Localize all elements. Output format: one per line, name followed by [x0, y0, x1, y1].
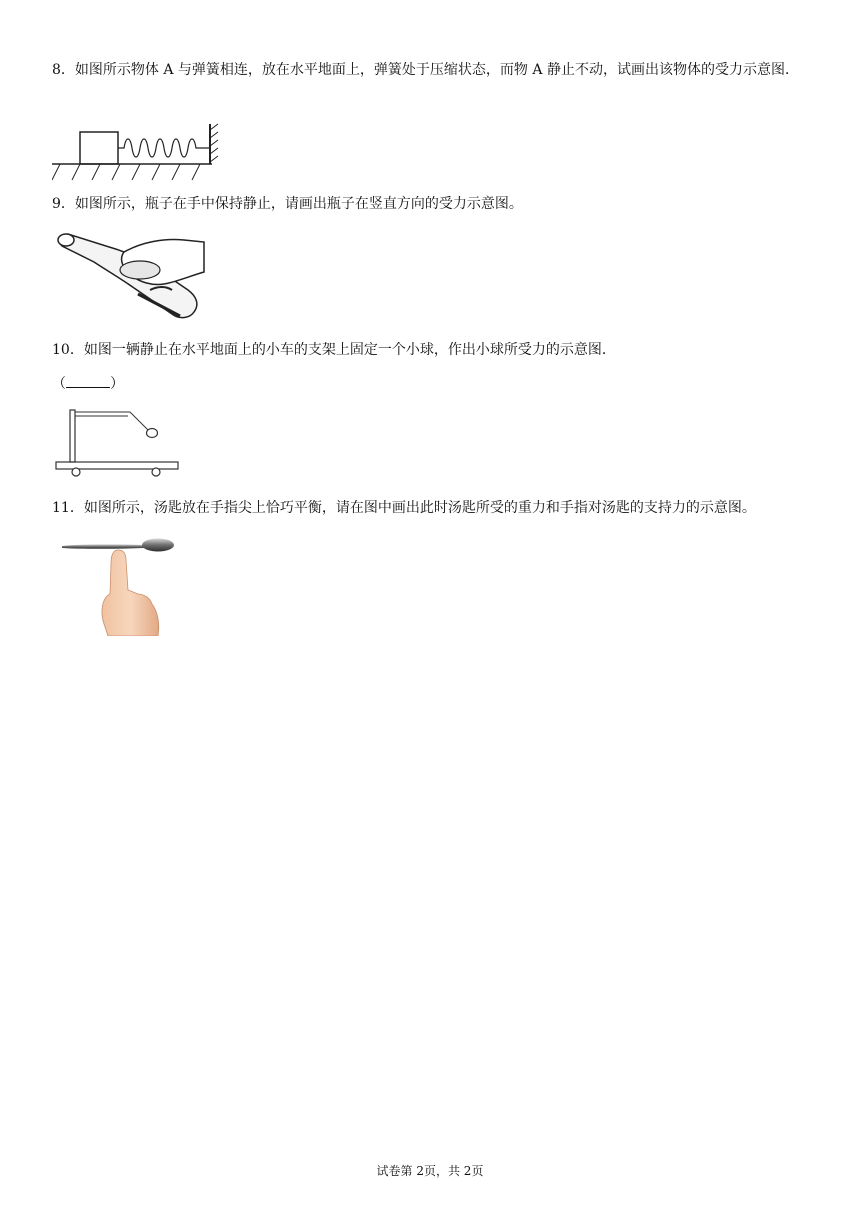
question-number: 9．: [52, 196, 75, 212]
question-text: 如图所示，汤匙放在手指尖上恰巧平衡，请在图中画出此时汤匙所受的重力和手指对汤匙的支持力的示意图。: [83, 500, 756, 516]
bottle-in-hand-figure: [54, 228, 206, 322]
question-text: 如图一辆静止在水平地面上的小车的支架上固定一个小球，作出小球所受力的示意图．: [83, 342, 616, 358]
question-number: 8．: [52, 62, 75, 78]
page-footer: 试卷第 2页，共 2页: [376, 1164, 484, 1178]
question-11: [52, 492, 822, 525]
answer-open-paren: （: [52, 376, 66, 392]
answer-blank-line: [52, 368, 822, 401]
answer-close-paren: ）: [110, 376, 124, 392]
spring-block-figure: [52, 122, 222, 182]
question-10: [52, 334, 822, 367]
answer-blank[interactable]: [66, 375, 110, 388]
question-number: 11．: [52, 500, 84, 516]
question-9: [52, 188, 822, 221]
question-text: 如图所示，瓶子在手中保持静止，请画出瓶子在竖直方向的受力示意图。: [74, 196, 523, 212]
spoon-on-finger-figure: [58, 532, 178, 636]
question-8: [52, 54, 822, 87]
question-text: 如图所示物体 A 与弹簧相连，放在水平地面上，弹簧处于压缩状态，而物 A 静止不动，试画出该物体的受力示意图．: [74, 62, 799, 78]
cart-ball-figure: [52, 408, 184, 478]
question-number: 10．: [52, 342, 84, 358]
